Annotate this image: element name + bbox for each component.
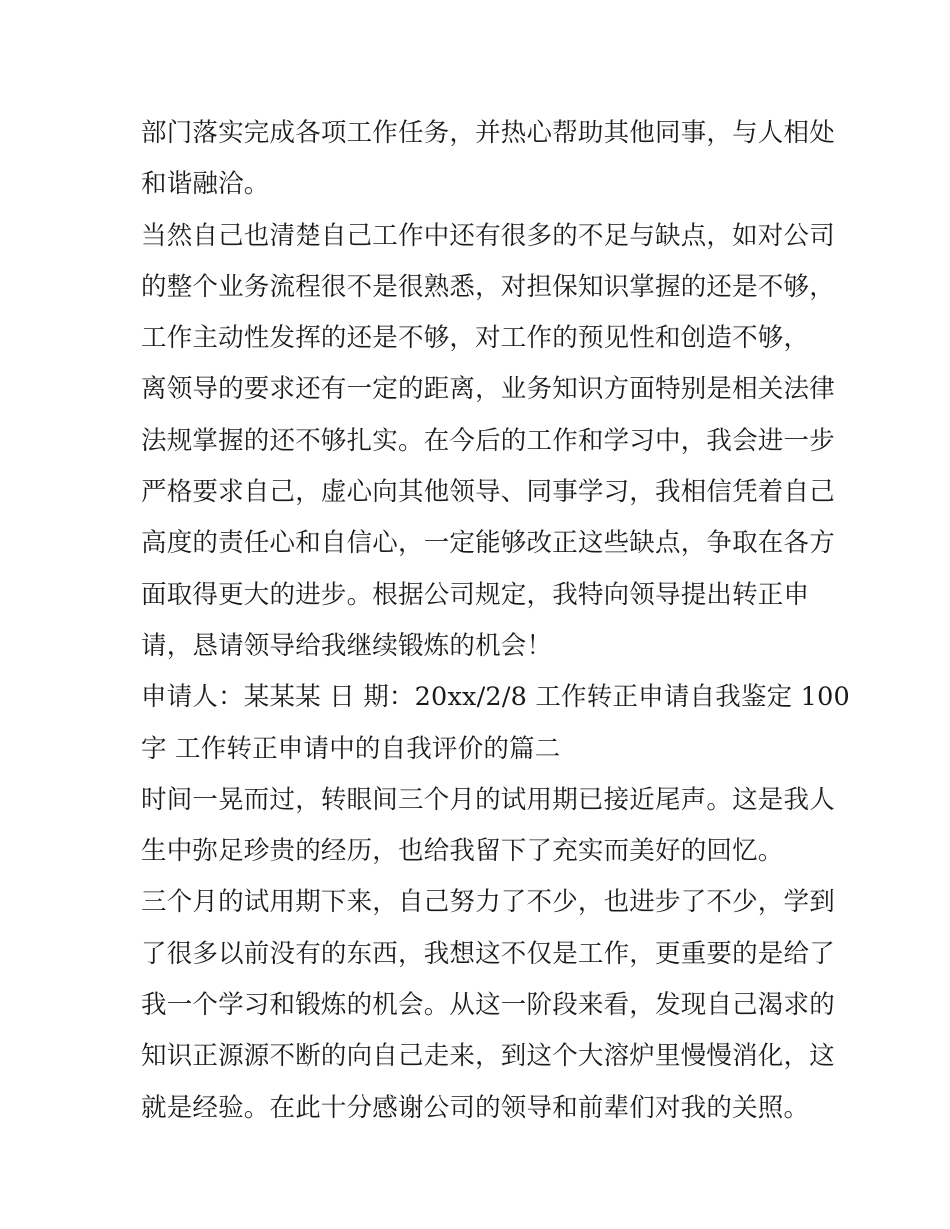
text-line: 和谐融洽。 bbox=[141, 169, 270, 200]
text-line: 面取得更大的进步。根据公司规定，我特向领导提出转正申 bbox=[141, 579, 810, 610]
text-line: 部门落实完成各项工作任务，并热心帮助其他同事，与人相处 bbox=[141, 118, 835, 148]
text-line: 离领导的要求还有一定的距离，业务知识方面特别是相关法律 bbox=[141, 374, 835, 405]
text-line: 请，恳请领导给我继续锻炼的机会！ bbox=[141, 630, 553, 661]
text-line: 就是经验。在此十分感谢公司的领导和前辈们对我的关照。 bbox=[141, 1092, 810, 1123]
text-line: 的整个业务流程很不是很熟悉，对担保知识掌握的还是不够， bbox=[141, 271, 835, 302]
text-line: 严格要求自己，虚心向其他领导、同事学习，我相信凭着自己 bbox=[141, 477, 835, 508]
text-line: 工作主动性发挥的还是不够，对工作的预见性和创造不够， bbox=[141, 323, 810, 354]
text-line: 知识正源源不断的向自己走来，到这个大溶炉里慢慢消化，这 bbox=[141, 1041, 835, 1072]
section-heading: 字 工作转正申请中的自我评价的篇二 bbox=[141, 733, 561, 764]
text-line: 我一个学习和锻炼的机会。从这一阶段来看，发现自己渴求的 bbox=[141, 990, 835, 1021]
text-line: 三个月的试用期下来，自己努力了不少，也进步了不少，学到 bbox=[141, 887, 835, 918]
applicant-line: 申请人：某某某 日 期：20xx/2/8 工作转正申请自我鉴定 100 bbox=[141, 682, 850, 713]
text-line: 生中弥足珍贵的经历，也给我留下了充实而美好的回忆。 bbox=[141, 836, 784, 867]
text-line: 了很多以前没有的东西，我想这不仅是工作，更重要的是给了 bbox=[141, 938, 835, 969]
text-line: 时间一晃而过，转眼间三个月的试用期已接近尾声。这是我人 bbox=[141, 784, 835, 815]
text-line: 高度的责任心和自信心，一定能够改正这些缺点，争取在各方 bbox=[141, 528, 835, 559]
text-line: 当然自己也清楚自己工作中还有很多的不足与缺点，如对公司 bbox=[141, 220, 835, 251]
text-line: 法规掌握的还不够扎实。在今后的工作和学习中，我会进一步 bbox=[141, 425, 835, 456]
document-body bbox=[141, 108, 850, 1134]
